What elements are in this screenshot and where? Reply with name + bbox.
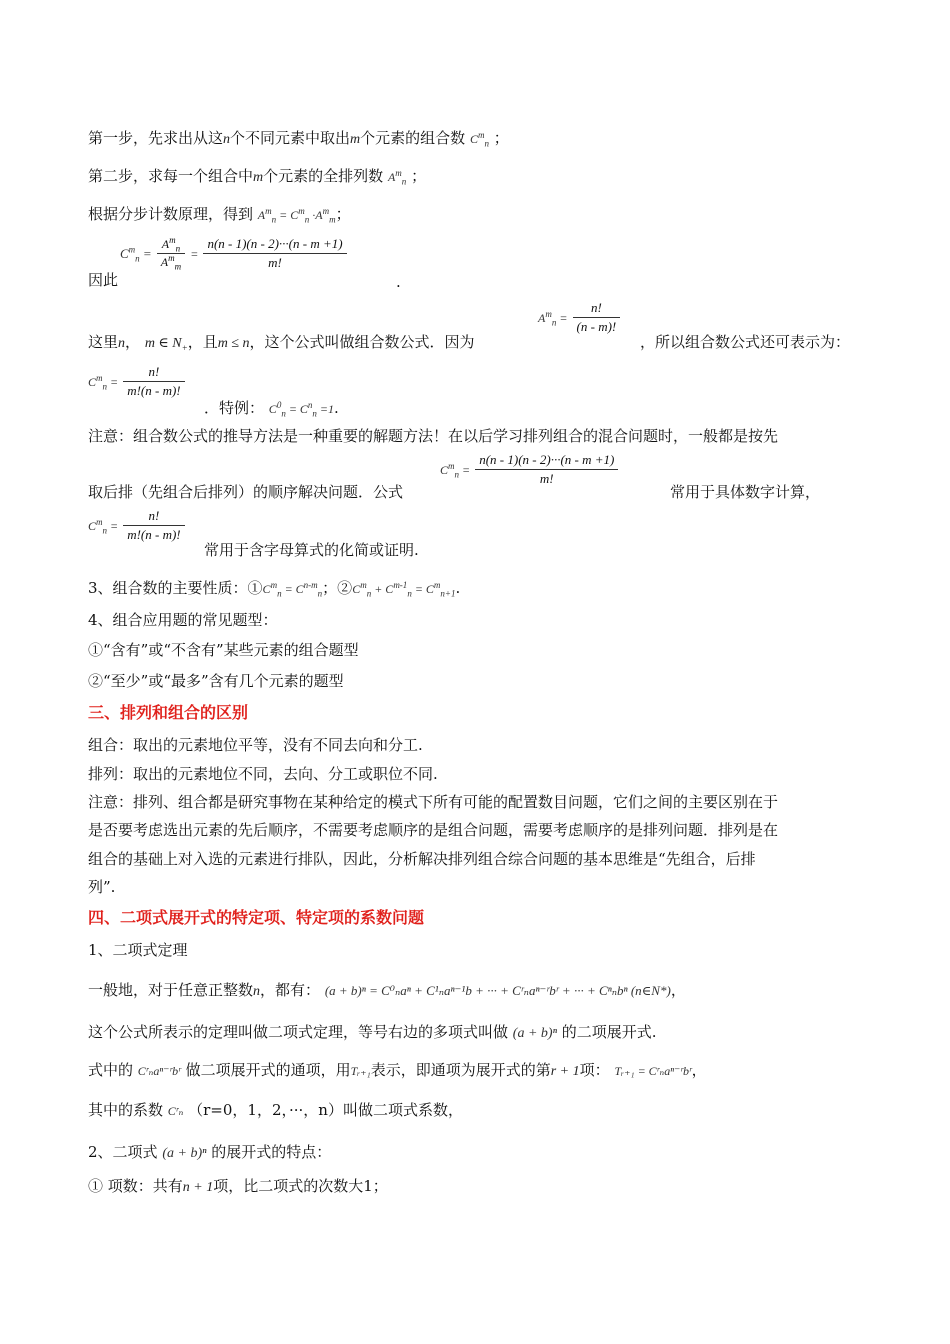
text: 排列：取出的元素地位不同，去向、分工或职位不同. [88,765,438,783]
text: ，这个公式叫做组合数公式．因为 [249,333,475,351]
perm-ratio-fraction [157,237,185,270]
text: . [455,579,461,597]
frac-num: n! [123,508,184,526]
text: . [334,399,339,417]
math-n: n [118,336,126,351]
difference-note-3 [88,849,756,869]
comb-symbol: $C^m_n$ = [440,461,471,480]
question-type-2 [88,671,344,691]
text: 这个公式所表示的定理叫做二项式定理，等号右边的多项式叫做 [88,1023,509,1041]
comb-symbol: $C^m_n$ = [88,373,119,392]
difference-note-4 [88,877,115,897]
perm-product-formula: $A^m_n = C^m_n \cdot A^m_m$ [257,206,336,225]
text: 项，比二项式的次数大1； [213,1177,388,1195]
text: 注意：组合数公式的推导方法是一种重要的解题方法！在以后学习排列组合的混合问题时，一般都是按先 [88,427,779,445]
text: 1、二项式定理 [88,941,188,959]
text: ， [125,333,141,351]
binomial-theorem-statement [88,980,686,1002]
inequality: m ≤ n [217,336,250,351]
step-two-line [88,166,426,188]
section-heading-3 [88,703,248,723]
math-m: m [253,170,264,185]
note-line-1 [88,426,778,446]
text: 3、组合数的主要性质：① [88,579,263,597]
math-r-plus-1: r + 1 [550,1064,580,1079]
text: ，且 [187,333,218,351]
question-type-1 [88,640,359,660]
binomial-power: (a + b)ⁿ [512,1026,557,1041]
text: 组合：取出的元素地位平等，没有不同去向和分工. [88,736,423,754]
frac-den: $A^m_m$ [160,253,182,272]
comb-factorial-formula [88,364,185,399]
note-line-2a [88,482,403,502]
heading-text: 三、排列和组合的区别 [88,703,249,722]
text: 的展开式的特点： [211,1143,332,1161]
product-fraction [203,236,346,271]
special-case-text [204,398,339,419]
frac-num: $A^m_n$ [157,237,185,254]
pascal-formula: $C^m_n + C^{m-1}_n = C^m_{n+1}$ [352,580,456,599]
text: 列”. [88,878,116,896]
special-case-formula: $C^0_n = C^n_n =1$ [268,400,335,419]
text: ； [493,129,509,147]
section-heading-4 [88,908,424,928]
question-types-title [88,610,278,630]
factorial-fraction [123,508,184,543]
therefore-label [88,270,118,290]
text: 组合的基础上对入选的元素进行排队，因此，分析解决排列组合综合问题的基本思维是“先组合，后排 [88,850,756,868]
text: 第二步，求每一个组合中 [88,167,254,185]
text: 根据分步计数原理，得到 [88,205,254,223]
text: 第一步，先求出从这 [88,129,224,147]
term-symbol: Tᵣ₊₁ [350,1064,371,1078]
product-fraction [475,452,618,487]
counting-principle-line [88,204,351,225]
text: 式中的 [88,1061,134,1079]
frac-den: m!(n - m)! [127,383,181,398]
frac-num: n! [573,300,621,318]
text: ， [691,1061,707,1079]
difference-note-2 [88,820,778,840]
text: 2、二项式 [88,1143,158,1161]
frac-num: n(n - 1)(n - 2)···(n - m +1) [203,236,346,254]
here-line [88,332,475,354]
math-n-plus-1: n + 1 [182,1180,214,1195]
text: 做二项展开式的通项，用 [185,1061,351,1079]
term-count-feature [88,1176,388,1198]
text: 这里 [88,333,119,351]
factorial-fraction [123,364,184,399]
math-n: n [253,984,261,999]
text: 注意：排列、组合都是研究事物在某种给定的模式下所有可能的配置数目问题，它们之间的主要区别在于 [88,793,779,811]
text: 是否要考虑选出元素的先后顺序，不需要考虑顺序的是组合问题，需要考虑顺序的是排列问题．排列是在 [88,821,779,839]
text: 取后排（先组合后排列）的顺序解决问题．公式 [88,483,404,501]
text: ，都有： [260,981,321,999]
text: . [396,273,401,291]
math-m: m [350,132,361,147]
combination-definition [88,735,423,755]
text: （r=0，1，2，···，n）叫做二项式系数， [188,1101,463,1119]
general-term: Cʳₙaⁿ⁻ʳbʳ [137,1064,181,1078]
frac-den: (n - m)! [576,319,617,334]
difference-note-1 [88,792,778,812]
frac-num: n! [123,364,184,382]
text: ； [411,167,427,185]
set-membership: m ∈ $N_+$ [144,336,188,353]
note-line-3 [204,540,419,560]
binomial-definition-line [88,1022,657,1044]
comb-symbol: $C^m_n$ = [88,517,119,536]
binomial-coefficient-symbol: Cʳₙ [167,1104,184,1118]
general-term-line [88,1060,707,1082]
text: 常用于含字母算式的化简或证明. [204,541,419,559]
symmetry-formula: $C^m_n = C^{n-m}_n$ [262,580,323,599]
text: 一般地，对于任意正整数 [88,981,254,999]
text: ； [335,205,351,223]
heading-text: 四、二项式展开式的特定项、特定项的系数问题 [88,908,425,927]
product-formula-inline [440,452,618,487]
frac-den: m! [539,471,554,486]
text: 个不同元素中取出 [230,129,351,147]
text: ① 项数：共有 [88,1177,183,1195]
general-term-formula: Tᵣ₊₁ = Cʳₙaⁿ⁻ʳbʳ [614,1064,692,1078]
perm-symbol: $A^m_n$ [387,168,407,187]
comb-symbol: $C^m_n$ [469,130,489,149]
text: ，所以组合数公式还可表示为： [640,333,851,351]
text: 表示，即通项为展开式的第 [370,1061,551,1079]
text: 个元素的全排列数 [263,167,384,185]
factorial-formula-inline [88,508,185,543]
text: ；② [322,579,353,597]
comb-symbol: $C^m_n$ = [120,244,152,264]
text: 因此 [88,271,119,289]
text: 常用于具体数字计算， [670,483,821,501]
permutation-definition [88,764,438,784]
expansion-features-title [88,1142,331,1164]
note-line-2b [670,482,820,502]
text: 个元素的组合数 [360,129,466,147]
text: 其中的系数 [88,1101,164,1119]
binomial-coefficient-line [88,1100,463,1121]
comb-formula-display [120,236,347,271]
perm-fraction [573,300,621,335]
equals: = [190,247,199,261]
math-n: n [223,132,231,147]
text: ②“至少”或“最多”含有几个元素的题型 [88,672,344,690]
text: 4、组合应用题的常见题型： [88,611,278,629]
text: ①“含有”或“不含有”某些元素的组合题型 [88,641,359,659]
period [396,272,401,292]
text: 项： [579,1061,610,1079]
text: ．特例： [204,399,265,417]
alt-form-text [640,332,850,352]
binomial-theorem-title [88,940,188,960]
properties-line [88,578,460,599]
binomial-power: (a + b)ⁿ [162,1146,207,1161]
frac-num: n(n - 1)(n - 2)···(n - m +1) [475,452,618,470]
text: 的二项展开式. [561,1023,657,1041]
frac-den: m! [268,255,282,270]
perm-formula-inline [538,300,620,335]
step-one-line [88,128,509,150]
perm-symbol: $A^m_n$ = [538,309,568,328]
binomial-expansion-formula: (a + b)ⁿ = C⁰ₙaⁿ + C¹ₙaⁿ⁻¹b + ··· + Cʳₙaⁿ⁻ʳbʳ + ··· + Cⁿₙbⁿ (n∈N*) [324,983,671,998]
text: ， [670,981,686,999]
frac-den: m!(n - m)! [127,527,181,542]
